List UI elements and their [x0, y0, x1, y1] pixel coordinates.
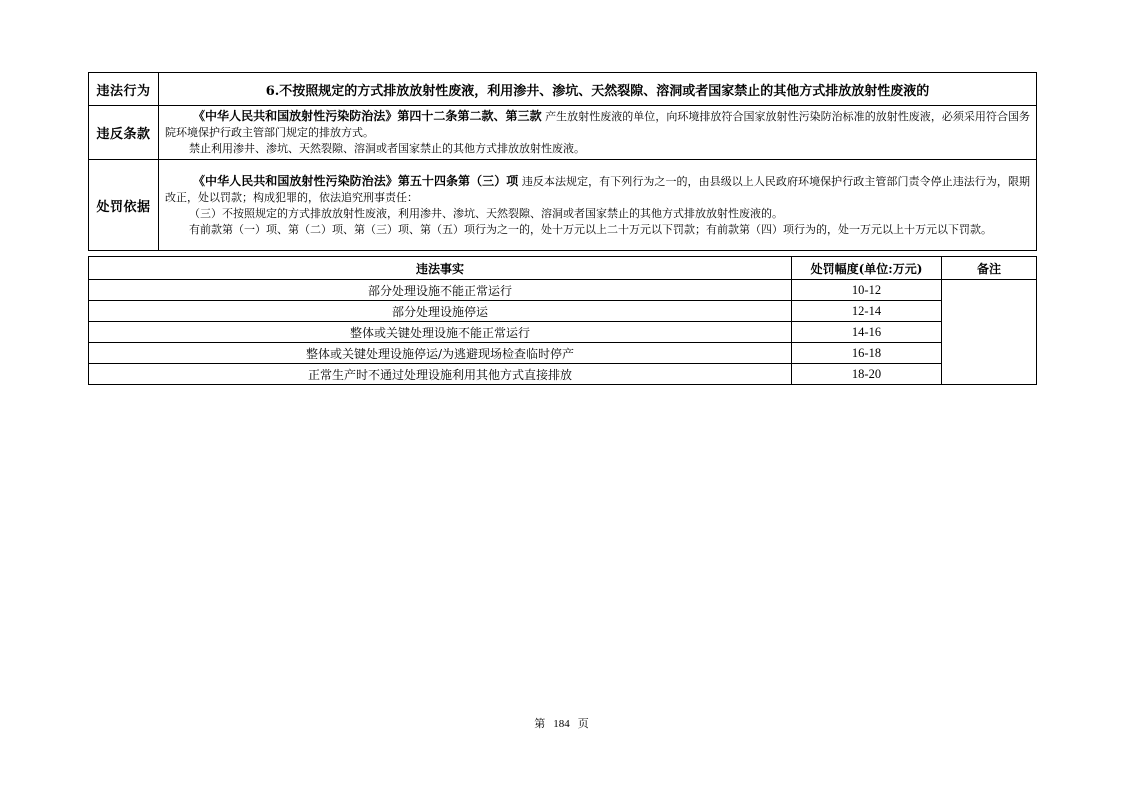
penalty-range-table	[88, 256, 1037, 385]
header-remarks: 备注	[942, 257, 1037, 280]
violation-title: 6.不按照规定的方式排放放射性废液，利用渗井、渗坑、天然裂隙、溶洞或者国家禁止的其他方式排放放射性废液的	[159, 73, 1037, 106]
penalty-basis-row	[89, 160, 1037, 251]
violated-provision-text-1: 产生放射性废液的单位，向环境排放符合国家放射性污染防治标准的放射性废液，必须采用符合国务院环境保护行政主管部门规定的排放方式。	[165, 110, 1030, 139]
violation-label: 违法行为	[89, 73, 159, 106]
remarks-cell	[942, 280, 1037, 385]
header-range: 处罚幅度(单位:万元)	[792, 257, 942, 280]
table-row	[89, 280, 1037, 301]
violated-provision-text-2: 禁止利用渗井、渗坑、天然裂隙、溶洞或者国家禁止的其他方式排放放射性废液。	[189, 142, 585, 155]
penalty-basis-content	[159, 160, 1037, 251]
violation-info-table	[88, 72, 1037, 251]
violated-provision-paragraph-1	[165, 108, 1030, 141]
fact-cell: 正常生产时不通过处理设施利用其他方式直接排放	[89, 364, 792, 385]
page-number: 184	[553, 718, 570, 730]
table-row	[89, 322, 1037, 343]
fact-cell: 部分处理设施停运	[89, 301, 792, 322]
penalty-basis-text-1: 违反本法规定，有下列行为之一的，由县级以上人民政府环境保护行政主管部门责令停止违法行为，限期改正，处以罚款；构成犯罪的，依法追究刑事责任：	[165, 174, 1030, 204]
table-row	[89, 343, 1037, 364]
page-footer	[0, 715, 1123, 731]
violated-provision-label: 违反条款	[89, 106, 159, 160]
range-cell: 14-16	[792, 322, 942, 343]
footer-prefix: 第	[534, 718, 546, 730]
header-facts: 违法事实	[89, 257, 792, 280]
footer-suffix: 页	[577, 718, 589, 730]
range-cell: 12-14	[792, 301, 942, 322]
table-row	[89, 301, 1037, 322]
violated-provision-row	[89, 106, 1037, 160]
violated-provision-content	[159, 106, 1037, 160]
fact-cell: 部分处理设施不能正常运行	[89, 280, 792, 301]
penalty-table-header	[89, 257, 1037, 280]
penalty-basis-citation: 《中华人民共和国放射性污染防治法》第五十四条第（三）项	[193, 173, 519, 188]
range-cell: 10-12	[792, 280, 942, 301]
fact-cell: 整体或关键处理设施停运/为逃避现场检查临时停产	[89, 343, 792, 364]
violated-provision-citation: 《中华人民共和国放射性污染防治法》第四十二条第二款、第三款	[193, 109, 542, 123]
penalty-basis-text-3: 有前款第（一）项、第（二）项、第（三）项、第（五）项行为之一的，处十万元以上二十万元以下罚款；有前款第（四）项行为的，处一万元以上十万元以下罚款。	[189, 222, 992, 236]
range-cell: 18-20	[792, 364, 942, 385]
range-cell: 16-18	[792, 343, 942, 364]
violation-row	[89, 73, 1037, 106]
penalty-basis-label: 处罚依据	[89, 160, 159, 251]
penalty-basis-paragraph-1	[165, 173, 1030, 206]
penalty-basis-text-2: （三）不按照规定的方式排放放射性废液，利用渗井、渗坑、天然裂隙、溶洞或者国家禁止的其他方式排放放射性废液的。	[189, 206, 783, 220]
table-row	[89, 364, 1037, 385]
fact-cell: 整体或关键处理设施不能正常运行	[89, 322, 792, 343]
